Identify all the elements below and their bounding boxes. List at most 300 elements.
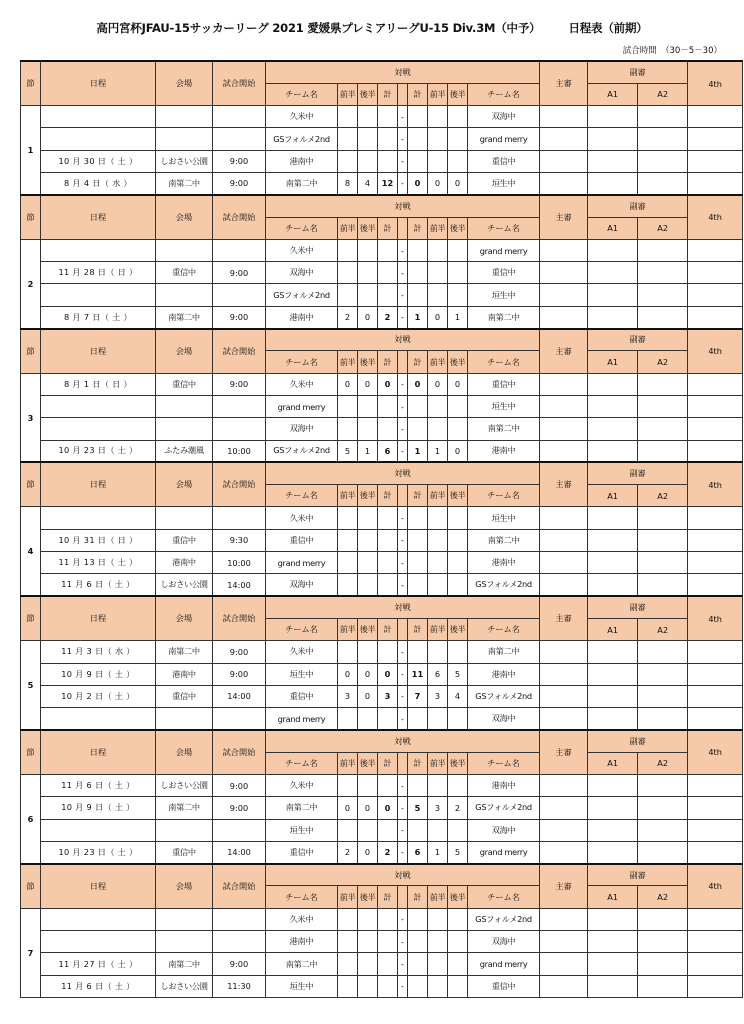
home-total-score xyxy=(378,975,398,997)
away-team: 垣生中 xyxy=(468,507,540,529)
away-second-half xyxy=(448,507,468,529)
assistant-a1-cell xyxy=(588,418,638,440)
away-team: GSフォルメ2nd xyxy=(468,574,540,596)
match-kickoff xyxy=(213,418,266,440)
match-kickoff xyxy=(213,708,266,730)
assistant-a2-cell xyxy=(638,284,688,306)
referee-cell xyxy=(540,418,588,440)
assistant-header: 副審 xyxy=(588,61,688,83)
round-header: 節 xyxy=(21,730,41,775)
match-date: 10 月 23 日（ 土 ） xyxy=(41,841,156,863)
referee-header: 主審 xyxy=(540,61,588,106)
home-team: grand merry xyxy=(266,552,338,574)
fourth-official-cell xyxy=(688,262,743,284)
fourth-official-cell xyxy=(688,552,743,574)
home-first-half xyxy=(338,507,358,529)
home-second-half-header: 後半 xyxy=(358,217,378,239)
match-row xyxy=(21,663,743,685)
away-team: 南第二中 xyxy=(468,418,540,440)
referee-header: 主審 xyxy=(540,195,588,240)
referee-cell xyxy=(540,931,588,953)
home-team-header: チーム名 xyxy=(266,485,338,507)
away-first-half xyxy=(428,775,448,797)
assistant-a2-cell xyxy=(638,931,688,953)
vs-header xyxy=(398,83,408,105)
away-first-half-header: 前半 xyxy=(428,618,448,640)
home-second-half xyxy=(358,529,378,551)
fourth-official-cell xyxy=(688,641,743,663)
away-team-header: チーム名 xyxy=(468,351,540,373)
home-team: 久米中 xyxy=(266,908,338,930)
match-venue: 南第二中 xyxy=(156,306,213,328)
assistant-a2-cell xyxy=(638,953,688,975)
venue-header: 会場 xyxy=(156,61,213,106)
fourth-official-cell xyxy=(688,819,743,841)
assistant-header: 副審 xyxy=(588,329,688,351)
fourth-official-cell xyxy=(688,775,743,797)
match-venue xyxy=(156,908,213,930)
round-number: 4 xyxy=(21,507,41,596)
assistant-a2-cell xyxy=(638,373,688,395)
referee-cell xyxy=(540,574,588,596)
match-date xyxy=(41,128,156,150)
referee-cell xyxy=(540,284,588,306)
home-total-score xyxy=(378,552,398,574)
match-kickoff: 9:00 xyxy=(213,953,266,975)
away-second-half xyxy=(448,262,468,284)
score-dash: - xyxy=(398,418,408,440)
away-total-header: 計 xyxy=(408,83,428,105)
home-first-half xyxy=(338,529,358,551)
away-first-half: 0 xyxy=(428,172,448,194)
home-total-header: 計 xyxy=(378,618,398,640)
home-team: 久米中 xyxy=(266,106,338,128)
match-row xyxy=(21,708,743,730)
away-second-half xyxy=(448,418,468,440)
home-second-half xyxy=(358,507,378,529)
assistant-a1-cell xyxy=(588,395,638,417)
away-first-half xyxy=(428,908,448,930)
away-second-half: 2 xyxy=(448,797,468,819)
round-header: 節 xyxy=(21,61,41,106)
home-total-score xyxy=(378,395,398,417)
home-team: 港南中 xyxy=(266,306,338,328)
match-row xyxy=(21,373,743,395)
score-dash: - xyxy=(398,440,408,462)
away-team: 重信中 xyxy=(468,262,540,284)
away-team: 南第二中 xyxy=(468,641,540,663)
kickoff-header: 試合開始 xyxy=(213,329,266,374)
fourth-official-header: 4th xyxy=(688,462,743,507)
referee-header: 主審 xyxy=(540,462,588,507)
assistant-a2-cell xyxy=(638,418,688,440)
away-total-score xyxy=(408,395,428,417)
home-team: 垣生中 xyxy=(266,819,338,841)
away-team: grand merry xyxy=(468,239,540,261)
fourth-official-cell xyxy=(688,975,743,997)
assistant-a2-cell xyxy=(638,306,688,328)
date-header: 日程 xyxy=(41,864,156,909)
match-row xyxy=(21,797,743,819)
match-date: 11 月 3 日（ 水 ） xyxy=(41,641,156,663)
away-second-half xyxy=(448,931,468,953)
home-team: 久米中 xyxy=(266,507,338,529)
away-total-header: 計 xyxy=(408,485,428,507)
away-total-score: 1 xyxy=(408,440,428,462)
score-dash: - xyxy=(398,239,408,261)
a1-header: A1 xyxy=(588,752,638,774)
match-date xyxy=(41,819,156,841)
home-second-half: 0 xyxy=(358,306,378,328)
match-date: 10 月 2 日（ 土 ） xyxy=(41,685,156,707)
match-date xyxy=(41,284,156,306)
away-first-half: 3 xyxy=(428,797,448,819)
home-first-half xyxy=(338,418,358,440)
title-text: 高円宮杯JFAU-15サッカーリーグ 2021 愛媛県プレミアリーグU-15 Div.3M（中予） xyxy=(96,21,541,35)
home-total-score xyxy=(378,775,398,797)
assistant-a2-cell xyxy=(638,841,688,863)
home-first-half xyxy=(338,395,358,417)
match-row xyxy=(21,106,743,128)
match-row xyxy=(21,306,743,328)
match-kickoff: 10:00 xyxy=(213,440,266,462)
home-team-header: チーム名 xyxy=(266,886,338,908)
match-date xyxy=(41,239,156,261)
match-kickoff: 9:00 xyxy=(213,306,266,328)
round-number: 7 xyxy=(21,908,41,997)
assistant-a1-cell xyxy=(588,373,638,395)
match-row xyxy=(21,975,743,997)
kickoff-header: 試合開始 xyxy=(213,195,266,240)
match-header: 対戦 xyxy=(266,730,540,752)
match-kickoff: 9:00 xyxy=(213,373,266,395)
away-first-half: 6 xyxy=(428,663,448,685)
away-team-header: チーム名 xyxy=(468,83,540,105)
assistant-a1-cell xyxy=(588,239,638,261)
fourth-official-header: 4th xyxy=(688,730,743,775)
home-first-half xyxy=(338,128,358,150)
assistant-a1-cell xyxy=(588,306,638,328)
referee-cell xyxy=(540,239,588,261)
match-venue: 重信中 xyxy=(156,841,213,863)
away-team: GSフォルメ2nd xyxy=(468,908,540,930)
round-header: 節 xyxy=(21,596,41,641)
match-row xyxy=(21,284,743,306)
match-kickoff: 10:00 xyxy=(213,552,266,574)
away-second-half xyxy=(448,953,468,975)
away-team: 港南中 xyxy=(468,663,540,685)
fourth-official-cell xyxy=(688,440,743,462)
date-header: 日程 xyxy=(41,596,156,641)
home-team: 双海中 xyxy=(266,418,338,440)
home-second-half: 0 xyxy=(358,373,378,395)
home-total-score xyxy=(378,908,398,930)
home-first-half: 5 xyxy=(338,440,358,462)
home-second-half xyxy=(358,775,378,797)
match-kickoff: 9:30 xyxy=(213,529,266,551)
kickoff-header: 試合開始 xyxy=(213,462,266,507)
referee-cell xyxy=(540,529,588,551)
match-kickoff xyxy=(213,395,266,417)
assistant-a1-cell xyxy=(588,172,638,194)
home-second-half: 0 xyxy=(358,663,378,685)
away-first-half-header: 前半 xyxy=(428,83,448,105)
away-second-half: 0 xyxy=(448,440,468,462)
away-first-half xyxy=(428,975,448,997)
match-kickoff: 9:00 xyxy=(213,262,266,284)
away-second-half xyxy=(448,395,468,417)
fourth-official-cell xyxy=(688,841,743,863)
away-total-header: 計 xyxy=(408,752,428,774)
assistant-a1-cell xyxy=(588,975,638,997)
venue-header: 会場 xyxy=(156,462,213,507)
home-team: 港南中 xyxy=(266,931,338,953)
a2-header: A2 xyxy=(638,83,688,105)
match-venue: 南第二中 xyxy=(156,641,213,663)
match-venue xyxy=(156,819,213,841)
away-total-score xyxy=(408,507,428,529)
home-second-half xyxy=(358,262,378,284)
home-team: GSフォルメ2nd xyxy=(266,440,338,462)
vs-header xyxy=(398,886,408,908)
fourth-official-cell xyxy=(688,284,743,306)
away-second-half: 5 xyxy=(448,663,468,685)
assistant-a2-cell xyxy=(638,975,688,997)
home-second-half: 1 xyxy=(358,440,378,462)
away-second-half: 0 xyxy=(448,172,468,194)
match-venue: 重信中 xyxy=(156,529,213,551)
away-total-score xyxy=(408,239,428,261)
match-venue xyxy=(156,418,213,440)
fourth-official-header: 4th xyxy=(688,61,743,106)
match-kickoff xyxy=(213,239,266,261)
away-first-half xyxy=(428,284,448,306)
away-second-half-header: 後半 xyxy=(448,217,468,239)
away-second-half-header: 後半 xyxy=(448,618,468,640)
home-team: GSフォルメ2nd xyxy=(266,284,338,306)
away-first-half: 0 xyxy=(428,306,448,328)
match-kickoff xyxy=(213,507,266,529)
date-header: 日程 xyxy=(41,195,156,240)
home-first-half xyxy=(338,908,358,930)
home-first-half xyxy=(338,262,358,284)
away-total-header: 計 xyxy=(408,217,428,239)
away-second-half-header: 後半 xyxy=(448,83,468,105)
match-date: 11 月 6 日（ 土 ） xyxy=(41,574,156,596)
round-header-row xyxy=(21,195,743,217)
assistant-a2-cell xyxy=(638,708,688,730)
match-date xyxy=(41,395,156,417)
home-team: 久米中 xyxy=(266,641,338,663)
home-team: 久米中 xyxy=(266,373,338,395)
score-dash: - xyxy=(398,172,408,194)
home-team: 港南中 xyxy=(266,150,338,172)
assistant-a1-cell xyxy=(588,150,638,172)
away-team: 南第二中 xyxy=(468,306,540,328)
round-header: 節 xyxy=(21,195,41,240)
away-total-score: 6 xyxy=(408,841,428,863)
away-second-half xyxy=(448,708,468,730)
round-number: 1 xyxy=(21,106,41,195)
home-total-header: 計 xyxy=(378,351,398,373)
score-dash: - xyxy=(398,128,408,150)
referee-cell xyxy=(540,975,588,997)
referee-cell xyxy=(540,172,588,194)
assistant-a1-cell xyxy=(588,819,638,841)
referee-cell xyxy=(540,440,588,462)
fourth-official-cell xyxy=(688,418,743,440)
home-total-header: 計 xyxy=(378,485,398,507)
venue-header: 会場 xyxy=(156,864,213,909)
match-kickoff xyxy=(213,284,266,306)
assistant-header: 副審 xyxy=(588,596,688,618)
round-header: 節 xyxy=(21,329,41,374)
round-number: 5 xyxy=(21,641,41,730)
match-header: 対戦 xyxy=(266,61,540,83)
assistant-a2-cell xyxy=(638,239,688,261)
home-total-score xyxy=(378,507,398,529)
away-total-score xyxy=(408,931,428,953)
score-dash: - xyxy=(398,552,408,574)
away-first-half xyxy=(428,106,448,128)
home-total-score xyxy=(378,641,398,663)
home-first-half xyxy=(338,641,358,663)
match-kickoff: 9:00 xyxy=(213,150,266,172)
away-second-half: 0 xyxy=(448,373,468,395)
home-second-half xyxy=(358,418,378,440)
score-dash: - xyxy=(398,685,408,707)
home-total-score xyxy=(378,574,398,596)
home-second-half xyxy=(358,953,378,975)
a1-header: A1 xyxy=(588,351,638,373)
match-venue: 重信中 xyxy=(156,373,213,395)
match-venue: 南第二中 xyxy=(156,797,213,819)
match-venue: しおさい公園 xyxy=(156,975,213,997)
assistant-a1-cell xyxy=(588,797,638,819)
match-date xyxy=(41,708,156,730)
round-number: 2 xyxy=(21,239,41,328)
match-venue xyxy=(156,284,213,306)
home-first-half-header: 前半 xyxy=(338,886,358,908)
referee-cell xyxy=(540,552,588,574)
fourth-official-cell xyxy=(688,708,743,730)
away-team: 南第二中 xyxy=(468,529,540,551)
home-first-half xyxy=(338,106,358,128)
away-second-half xyxy=(448,819,468,841)
match-date: 10 月 9 日（ 土 ） xyxy=(41,797,156,819)
match-header: 対戦 xyxy=(266,195,540,217)
assistant-a2-cell xyxy=(638,574,688,596)
a2-header: A2 xyxy=(638,618,688,640)
score-dash: - xyxy=(398,819,408,841)
score-dash: - xyxy=(398,841,408,863)
home-total-score xyxy=(378,931,398,953)
match-row xyxy=(21,150,743,172)
assistant-a2-cell xyxy=(638,552,688,574)
score-dash: - xyxy=(398,507,408,529)
referee-cell xyxy=(540,395,588,417)
home-second-half: 0 xyxy=(358,841,378,863)
home-second-half-header: 後半 xyxy=(358,886,378,908)
home-team: grand merry xyxy=(266,708,338,730)
round-header-row xyxy=(21,864,743,886)
vs-header xyxy=(398,351,408,373)
match-date: 11 月 28 日（ 日 ） xyxy=(41,262,156,284)
score-dash: - xyxy=(398,775,408,797)
home-second-half xyxy=(358,239,378,261)
away-first-half xyxy=(428,395,448,417)
away-team: 双海中 xyxy=(468,819,540,841)
match-kickoff xyxy=(213,128,266,150)
away-first-half: 1 xyxy=(428,440,448,462)
venue-header: 会場 xyxy=(156,596,213,641)
away-team: 港南中 xyxy=(468,440,540,462)
match-kickoff: 14:00 xyxy=(213,685,266,707)
away-total-score: 1 xyxy=(408,306,428,328)
away-team: 垣生中 xyxy=(468,395,540,417)
away-first-half-header: 前半 xyxy=(428,886,448,908)
away-team: GSフォルメ2nd xyxy=(468,685,540,707)
away-team: 重信中 xyxy=(468,975,540,997)
away-first-half xyxy=(428,128,448,150)
home-second-half xyxy=(358,395,378,417)
home-team: grand merry xyxy=(266,395,338,417)
match-row xyxy=(21,775,743,797)
fourth-official-cell xyxy=(688,128,743,150)
away-first-half xyxy=(428,953,448,975)
home-second-half xyxy=(358,150,378,172)
home-second-half: 0 xyxy=(358,797,378,819)
home-total-header: 計 xyxy=(378,886,398,908)
score-dash: - xyxy=(398,574,408,596)
match-row xyxy=(21,641,743,663)
fourth-official-header: 4th xyxy=(688,329,743,374)
match-kickoff: 9:00 xyxy=(213,775,266,797)
match-kickoff xyxy=(213,106,266,128)
home-first-half xyxy=(338,284,358,306)
home-total-score: 3 xyxy=(378,685,398,707)
away-second-half xyxy=(448,284,468,306)
match-date: 11 月 27 日（ 土 ） xyxy=(41,953,156,975)
assistant-a2-cell xyxy=(638,106,688,128)
assistant-header: 副審 xyxy=(588,462,688,484)
away-first-half xyxy=(428,150,448,172)
referee-header: 主審 xyxy=(540,864,588,909)
assistant-a2-cell xyxy=(638,908,688,930)
home-total-score xyxy=(378,262,398,284)
home-first-half-header: 前半 xyxy=(338,485,358,507)
home-team-header: チーム名 xyxy=(266,83,338,105)
assistant-a2-cell xyxy=(638,685,688,707)
away-second-half xyxy=(448,106,468,128)
match-row xyxy=(21,552,743,574)
away-first-half xyxy=(428,552,448,574)
kickoff-header: 試合開始 xyxy=(213,864,266,909)
assistant-a2-cell xyxy=(638,819,688,841)
score-dash: - xyxy=(398,306,408,328)
assistant-a2-cell xyxy=(638,395,688,417)
score-dash: - xyxy=(398,106,408,128)
match-date xyxy=(41,908,156,930)
away-second-half xyxy=(448,529,468,551)
home-first-half: 2 xyxy=(338,841,358,863)
referee-cell xyxy=(540,797,588,819)
home-first-half: 8 xyxy=(338,172,358,194)
document-title xyxy=(0,20,744,36)
home-total-score: 2 xyxy=(378,841,398,863)
referee-cell xyxy=(540,663,588,685)
match-venue xyxy=(156,106,213,128)
